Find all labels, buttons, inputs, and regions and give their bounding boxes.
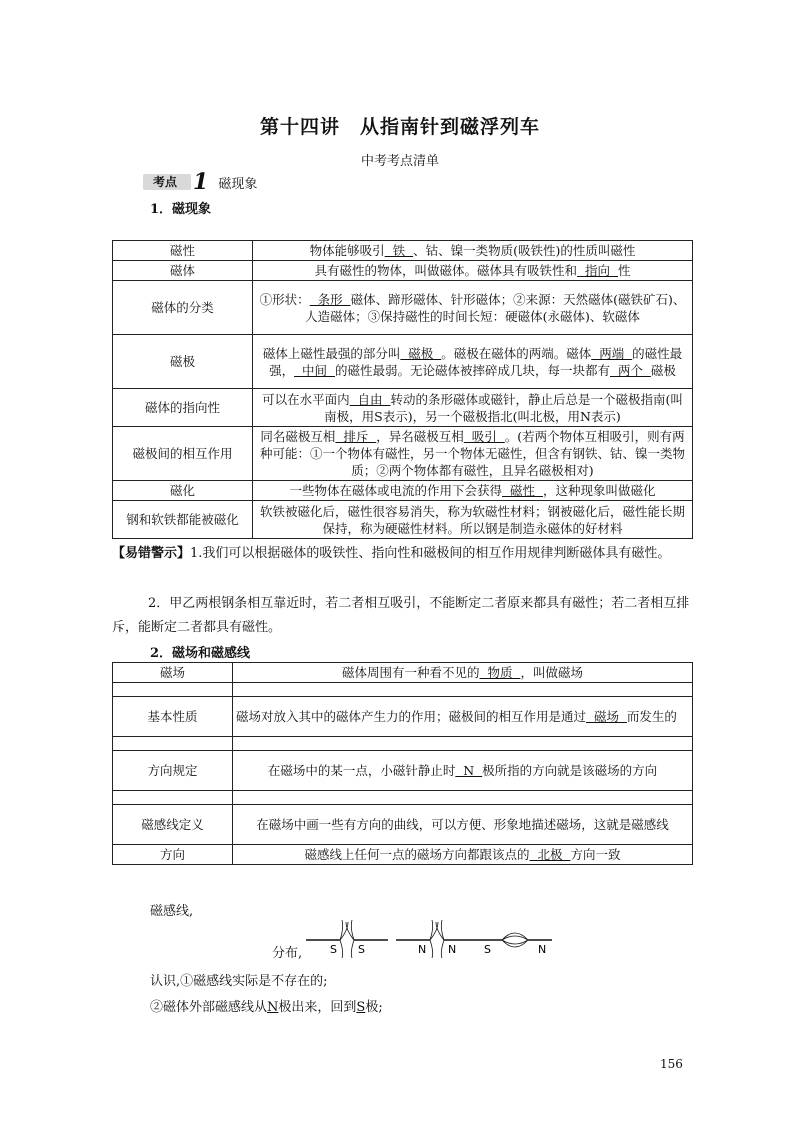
recog2-south: S <box>356 1000 366 1015</box>
table-row <box>113 501 693 539</box>
field-lines-heading: 磁感线, <box>150 904 194 919</box>
desc-cell: 软铁被磁化后，磁性很容易消失，称为软磁性材料；钢被磁化后，磁性能长期保持，称为硬磁性材料。所以钢是制造永磁体的好材料 <box>253 501 693 539</box>
topic-badge-number: 1 <box>193 169 209 195</box>
topic-badge-row <box>143 169 258 195</box>
table-row-spacer <box>113 683 693 697</box>
term-cell: 磁感线定义 <box>113 805 233 845</box>
term-cell: 磁极 <box>113 335 253 389</box>
table-row <box>113 335 693 389</box>
table-row <box>113 697 693 737</box>
table-row <box>113 389 693 427</box>
field-table <box>112 662 693 865</box>
recognition-line-2 <box>150 996 383 1015</box>
table-row <box>113 805 693 845</box>
pole-label: S <box>330 943 337 956</box>
section2-label: 2．磁场和磁感线 <box>150 646 251 661</box>
desc-cell: 同名磁极互相 排斥 ，异名磁极互相 吸引 。(若两个物体互相吸引，则有两种可能：①一个物体有磁性，另一个物体无磁性，但含有钢铁、钴、镍一类物质；②两个物体都有磁性，且异名磁极相对) <box>253 427 693 481</box>
recog2-part-c: 极; <box>365 1000 383 1015</box>
field-lines-diagram <box>306 916 556 960</box>
desc-cell: ①形状： 条形 磁体、蹄形磁体、针形磁体；②来源：天然磁体(磁铁矿石)、人造磁体；③保持磁性的时间长短：硬磁体(永磁体)、软磁体 <box>253 281 693 335</box>
desc-cell: 在磁场中的某一点，小磁针静止时 N 极所指的方向就是该磁场的方向 <box>233 751 693 791</box>
table-row <box>113 751 693 791</box>
table-row-spacer <box>113 737 693 751</box>
term-cell: 磁体的分类 <box>113 281 253 335</box>
recog2-part-b: 极出来，回到 <box>278 1000 357 1015</box>
pole-label: N <box>538 943 547 956</box>
magnetism-table <box>112 240 693 539</box>
desc-cell: 可以在水平面内 自由 转动的条形磁体或磁针，静止后总是一个磁极指南(叫南极，用S表示)，另一个磁极指北(叫北极，用N表示) <box>253 389 693 427</box>
warning-paragraph-2: 2．甲乙两根钢条相互靠近时，若二者相互吸引，不能断定二者原来都具有磁性；若二者相互排斥，能断定二者都具有磁性。 <box>112 596 690 635</box>
desc-cell: 磁体上磁性最强的部分叫 磁极 。磁极在磁体的两端。磁体 两端 的磁性最强， 中间 的磁性最弱。无论磁体被摔碎成几块，每一块都有 两个 磁极 <box>253 335 693 389</box>
term-cell: 磁场 <box>113 663 233 683</box>
table-row <box>113 845 693 865</box>
pole-label: S <box>484 943 491 956</box>
warning-item-1: 1.我们可以根据磁体的吸铁性、指向性和磁极间的相互作用规律判断磁体具有磁性。 <box>190 546 671 561</box>
warning-prefix: 【易错警示】 <box>112 546 191 561</box>
term-cell: 磁体的指向性 <box>113 389 253 427</box>
page-title: 第十四讲 从指南针到磁浮列车 <box>259 116 540 138</box>
term-cell: 钢和软铁都能被磁化 <box>113 501 253 539</box>
pole-label: N <box>418 943 427 956</box>
table-row-spacer <box>113 791 693 805</box>
magnet-pair-repel-nn <box>396 920 478 958</box>
warning-paragraph-1 <box>112 542 692 566</box>
table-row <box>113 427 693 481</box>
desc-cell: 具有磁性的物体，叫做磁体。磁体具有吸铁性和 指向 性 <box>253 261 693 281</box>
topic-badge: 考点 <box>143 174 191 190</box>
desc-cell: 一些物体在磁体或电流的作用下会获得 磁性 ，这种现象叫做磁化 <box>253 481 693 501</box>
term-cell: 方向 <box>113 845 233 865</box>
table-row <box>113 663 693 683</box>
page-number: 156 <box>660 1057 683 1071</box>
recog2-part-a: ②磁体外部磁感线从 <box>150 1000 268 1015</box>
recog2-north: N <box>267 1000 279 1015</box>
term-cell: 磁性 <box>113 241 253 261</box>
section1-label: 1．磁现象 <box>150 202 212 217</box>
desc-cell: 在磁场中画一些有方向的曲线，可以方便、形象地描述磁场，这就是磁感线 <box>233 805 693 845</box>
magnet-pair-repel-ss <box>306 920 388 958</box>
desc-cell: 磁场对放入其中的磁体产生力的作用；磁极间的相互作用是通过 磁场 而发生的 <box>233 697 693 737</box>
pole-label: N <box>448 943 457 956</box>
desc-cell: 磁感线上任何一点的磁场方向都跟该点的 北极 方向一致 <box>233 845 693 865</box>
topic-title: 磁现象 <box>218 176 258 192</box>
page-subtitle: 中考考点清单 <box>360 154 439 169</box>
field-lines-dist-label: 分布, <box>272 946 303 961</box>
table-row <box>113 241 693 261</box>
recognition-line-1: 认识,①磁感线实际是不存在的; <box>150 974 328 989</box>
magnet-pair-attract-sn <box>478 933 552 956</box>
term-cell: 方向规定 <box>113 751 233 791</box>
table-row <box>113 281 693 335</box>
pole-label: S <box>358 943 365 956</box>
table-row <box>113 481 693 501</box>
term-cell: 基本性质 <box>113 697 233 737</box>
term-cell: 磁体 <box>113 261 253 281</box>
desc-cell: 磁体周围有一种看不见的 物质 ，叫做磁场 <box>233 663 693 683</box>
table-row <box>113 261 693 281</box>
desc-cell: 物体能够吸引 铁 、钴、镍一类物质(吸铁性)的性质叫磁性 <box>253 241 693 261</box>
term-cell: 磁化 <box>113 481 253 501</box>
term-cell: 磁极间的相互作用 <box>113 427 253 481</box>
